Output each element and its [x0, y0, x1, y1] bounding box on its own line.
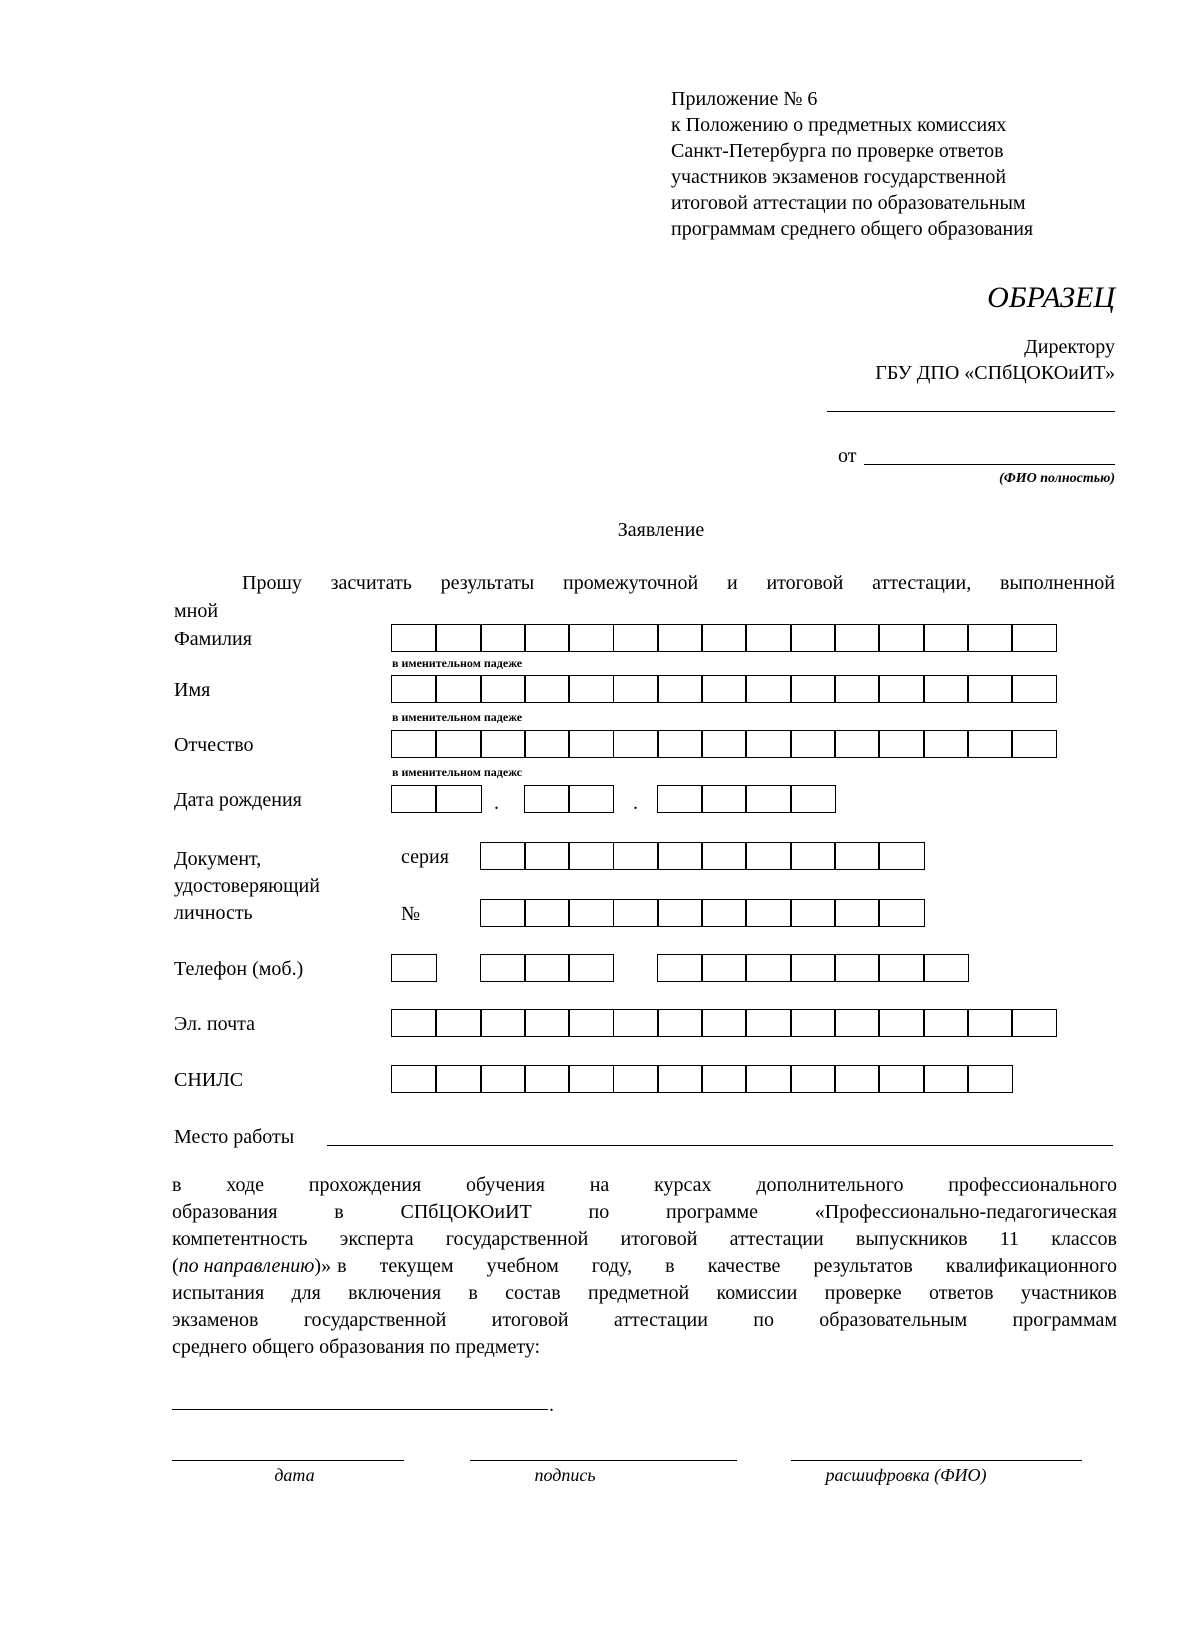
input-cell[interactable]: [745, 899, 791, 927]
input-cell[interactable]: [524, 1065, 570, 1093]
input-cell[interactable]: [967, 1065, 1013, 1093]
phone-label: Телефон (моб.): [174, 958, 304, 980]
document-label-3: личность: [174, 902, 253, 924]
input-cell[interactable]: [568, 842, 614, 870]
input-cell[interactable]: [524, 624, 570, 652]
body-line-4: [172, 1253, 1117, 1279]
input-cell[interactable]: [480, 624, 526, 652]
input-cell[interactable]: [834, 675, 880, 703]
input-cell[interactable]: [790, 730, 836, 758]
input-cell[interactable]: [878, 624, 924, 652]
input-cell[interactable]: [745, 675, 791, 703]
document-label-1: Документ,: [174, 848, 262, 870]
from-name-line[interactable]: [864, 464, 1115, 465]
snils-cells[interactable]: [391, 1065, 1091, 1093]
input-cell[interactable]: [834, 842, 880, 870]
input-cell[interactable]: [923, 954, 969, 982]
input-cell[interactable]: [480, 1009, 526, 1037]
addressee-title: Директору: [1024, 336, 1115, 358]
input-cell[interactable]: [524, 842, 570, 870]
input-cell[interactable]: [568, 730, 614, 758]
input-cell[interactable]: [435, 624, 481, 652]
number-label: №: [401, 903, 421, 925]
input-cell[interactable]: [790, 842, 836, 870]
intro-line: Прошу засчитать результаты промежуточной и итоговой аттестации, выполненной: [242, 572, 1115, 594]
input-cell[interactable]: [701, 730, 747, 758]
input-cell[interactable]: [480, 730, 526, 758]
input-cell[interactable]: [878, 842, 924, 870]
input-cell[interactable]: [923, 675, 969, 703]
input-cell[interactable]: [568, 624, 614, 652]
input-cell[interactable]: [790, 954, 836, 982]
addressee-org: ГБУ ДПО «СПбЦОКОиИТ»: [875, 362, 1115, 384]
input-cell[interactable]: [1011, 730, 1057, 758]
input-cell[interactable]: [613, 899, 659, 927]
body-line-6: экзаменов государственной итоговой аттестации по образовательным программам: [172, 1309, 1117, 1331]
body-line-4-text: в текущем учебном году, в качестве результатов квалификационного: [337, 1255, 1117, 1277]
input-cell[interactable]: [701, 675, 747, 703]
input-cell[interactable]: [435, 730, 481, 758]
birth-date-label: Дата рождения: [174, 789, 302, 811]
header-line-6: программам среднего общего образования: [671, 218, 1034, 240]
input-cell[interactable]: [524, 899, 570, 927]
patronymic-hint: в именительном падежс: [392, 765, 523, 779]
patronymic-label: Отчество: [174, 734, 254, 756]
surname-hint: в именительном падеже: [392, 656, 523, 670]
input-cell[interactable]: [435, 785, 481, 813]
body-line-3: компетентность эксперта государственной итоговой аттестации выпускников 11 классов: [172, 1228, 1117, 1250]
input-cell[interactable]: [745, 785, 791, 813]
header-line-5: итоговой аттестации по образовательным: [671, 192, 1026, 214]
input-cell[interactable]: [435, 675, 481, 703]
date-separator: .: [494, 792, 499, 814]
series-label: серия: [401, 846, 449, 868]
input-cell[interactable]: [657, 954, 703, 982]
input-cell[interactable]: [878, 730, 924, 758]
input-cell[interactable]: [613, 1065, 659, 1093]
input-cell[interactable]: [480, 899, 526, 927]
header-line-1: Приложение № 6: [671, 88, 818, 110]
input-cell[interactable]: [657, 730, 703, 758]
input-cell[interactable]: [657, 675, 703, 703]
input-cell[interactable]: [613, 624, 659, 652]
input-cell[interactable]: [923, 730, 969, 758]
input-cell[interactable]: [391, 1009, 437, 1037]
input-cell[interactable]: [745, 1009, 791, 1037]
input-cell[interactable]: [834, 899, 880, 927]
input-cell[interactable]: [967, 675, 1013, 703]
document-number-cells[interactable]: [391, 899, 1091, 927]
input-cell[interactable]: [745, 1065, 791, 1093]
email-label: Эл. почта: [174, 1013, 256, 1035]
document-series-cells[interactable]: [391, 842, 1091, 870]
input-cell[interactable]: [745, 954, 791, 982]
input-cell[interactable]: [701, 842, 747, 870]
input-cell[interactable]: [923, 1009, 969, 1037]
input-cell[interactable]: [967, 624, 1013, 652]
input-cell[interactable]: [790, 675, 836, 703]
input-cell[interactable]: [524, 954, 570, 982]
body-line-7: среднего общего образования по предмету:: [172, 1336, 541, 1358]
input-cell[interactable]: [701, 1009, 747, 1037]
input-cell[interactable]: [790, 624, 836, 652]
input-cell[interactable]: [745, 624, 791, 652]
surname-label: Фамилия: [174, 628, 252, 650]
input-cell[interactable]: [657, 624, 703, 652]
input-cell[interactable]: [790, 899, 836, 927]
input-cell[interactable]: [435, 1065, 481, 1093]
input-cell[interactable]: [745, 842, 791, 870]
input-cell[interactable]: [613, 730, 659, 758]
input-cell[interactable]: [790, 785, 836, 813]
input-cell[interactable]: [657, 1009, 703, 1037]
input-cell[interactable]: [391, 730, 437, 758]
input-cell[interactable]: [878, 954, 924, 982]
input-cell[interactable]: [834, 730, 880, 758]
input-cell[interactable]: [524, 1009, 570, 1037]
signature-caption: подпись: [534, 1465, 596, 1485]
input-cell[interactable]: [790, 1065, 836, 1093]
input-cell[interactable]: [480, 842, 526, 870]
document-title: Заявление: [617, 519, 705, 541]
fullname-caption: расшифровка (ФИО): [825, 1465, 987, 1485]
input-cell[interactable]: [524, 785, 570, 813]
input-cell[interactable]: [657, 1065, 703, 1093]
input-cell[interactable]: [701, 954, 747, 982]
input-cell[interactable]: [745, 730, 791, 758]
name-cells[interactable]: [391, 675, 1091, 703]
input-cell[interactable]: [701, 785, 747, 813]
input-cell[interactable]: [1011, 675, 1057, 703]
input-cell[interactable]: [967, 730, 1013, 758]
body-line-2: образования в СПбЦОКОиИТ по программе «Профессионально-педагогическая: [172, 1201, 1117, 1223]
header-line-3: Санкт-Петербурга по проверке ответов: [671, 140, 1004, 162]
addressee-name-line[interactable]: [827, 411, 1115, 412]
input-cell[interactable]: [1011, 624, 1057, 652]
input-cell[interactable]: [701, 624, 747, 652]
email-cells[interactable]: [391, 1009, 1091, 1037]
input-cell[interactable]: [524, 730, 570, 758]
input-cell[interactable]: [568, 675, 614, 703]
name-hint: в именительном падеже: [392, 710, 523, 724]
input-cell[interactable]: [834, 954, 880, 982]
input-cell[interactable]: [480, 675, 526, 703]
input-cell[interactable]: [568, 1065, 614, 1093]
from-label: от: [838, 445, 857, 467]
fullname-line[interactable]: [791, 1460, 1082, 1461]
input-cell[interactable]: [923, 1065, 969, 1093]
input-cell[interactable]: [701, 1065, 747, 1093]
input-cell[interactable]: [834, 1009, 880, 1037]
input-cell[interactable]: [391, 675, 437, 703]
document-label-2: удостоверяющий: [174, 875, 320, 897]
date-separator: .: [633, 792, 638, 814]
input-cell[interactable]: [524, 675, 570, 703]
input-cell[interactable]: [391, 1065, 437, 1093]
phone-cells[interactable]: [391, 954, 1091, 982]
input-cell[interactable]: [834, 624, 880, 652]
input-cell[interactable]: [568, 785, 614, 813]
input-cell[interactable]: [657, 899, 703, 927]
input-cell[interactable]: [480, 1065, 526, 1093]
input-cell[interactable]: [1011, 1009, 1057, 1037]
date-caption: дата: [274, 1465, 315, 1485]
subject-line[interactable]: [172, 1409, 548, 1410]
input-cell[interactable]: [391, 785, 437, 813]
header-line-2: к Положению о предметных комиссиях: [671, 114, 1007, 136]
input-cell[interactable]: [967, 1009, 1013, 1037]
patronymic-cells[interactable]: [391, 730, 1091, 758]
input-cell[interactable]: [878, 899, 924, 927]
input-cell[interactable]: [923, 624, 969, 652]
snils-label: СНИЛС: [174, 1069, 244, 1091]
input-cell[interactable]: [568, 954, 614, 982]
input-cell[interactable]: [878, 675, 924, 703]
input-cell[interactable]: [790, 1009, 836, 1037]
input-cell[interactable]: [613, 842, 659, 870]
input-cell[interactable]: [878, 1065, 924, 1093]
input-cell[interactable]: [568, 899, 614, 927]
signature-line[interactable]: [470, 1460, 737, 1461]
intro-tail: мной: [174, 600, 219, 622]
input-cell[interactable]: [834, 1065, 880, 1093]
sample-mark: ОБРАЗЕЦ: [987, 281, 1115, 314]
input-cell[interactable]: [391, 954, 437, 982]
body-line-4-prefix: (по направлению)»: [172, 1255, 332, 1277]
input-cell[interactable]: [480, 954, 526, 982]
input-cell[interactable]: [657, 785, 703, 813]
input-cell[interactable]: [435, 1009, 481, 1037]
surname-cells[interactable]: [391, 624, 1091, 652]
input-cell[interactable]: [657, 842, 703, 870]
direction-note: по направлению: [178, 1255, 315, 1277]
header-line-4: участников экзаменов государственной: [671, 166, 1007, 188]
from-hint: (ФИО полностью): [999, 471, 1115, 486]
input-cell[interactable]: [613, 1009, 659, 1037]
input-cell[interactable]: [568, 1009, 614, 1037]
workplace-line[interactable]: [327, 1145, 1113, 1146]
subject-end: .: [549, 1394, 554, 1416]
workplace-label: Место работы: [174, 1126, 295, 1148]
input-cell[interactable]: [701, 899, 747, 927]
date-line[interactable]: [172, 1460, 404, 1461]
body-line-5: испытания для включения в состав предметной комиссии проверке ответов участников: [172, 1282, 1117, 1304]
input-cell[interactable]: [391, 624, 437, 652]
name-label: Имя: [174, 679, 211, 701]
input-cell[interactable]: [878, 1009, 924, 1037]
input-cell[interactable]: [613, 675, 659, 703]
body-line-1: в ходе прохождения обучения на курсах дополнительного профессионального: [172, 1174, 1117, 1196]
